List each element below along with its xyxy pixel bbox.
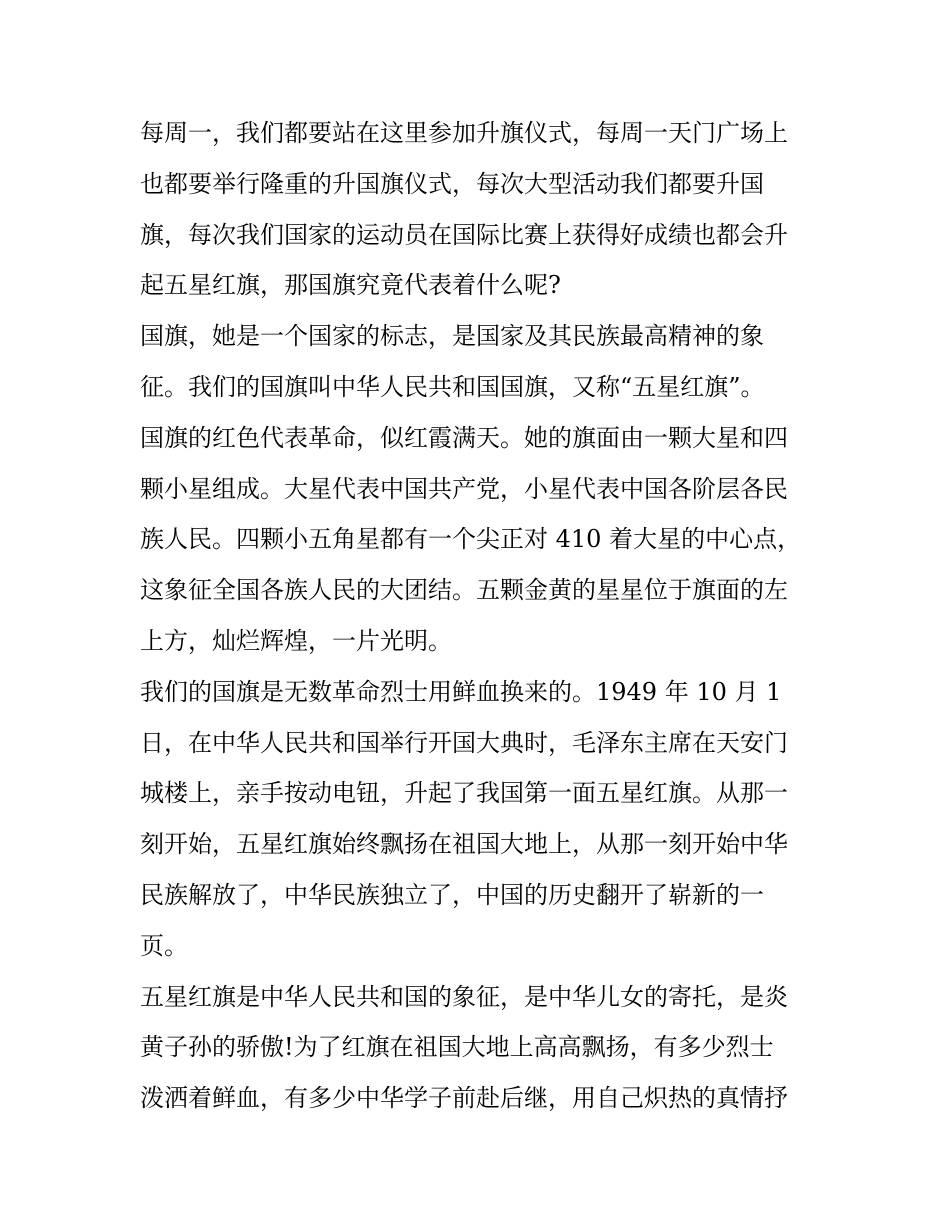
text-line: 这象征全国各族人民的大团结。五颗金黄的星星位于旗面的左	[140, 576, 788, 605]
text-line: 每周一，我们都要站在这里参加升旗仪式，每周一天门广场上	[140, 119, 788, 147]
text-line: 页。	[140, 931, 188, 960]
text-line: 民族解放了，中华民族独立了，中国的历史翻开了崭新的一	[140, 880, 764, 909]
text-line: 城楼上，亲手按动电钮，升起了我国第一面五星红旗。从那一	[140, 779, 788, 808]
body-text	[140, 108, 820, 1124]
text-line: 旗，每次我们国家的运动员在国际比赛上获得好成绩也都会升	[140, 220, 788, 249]
text-line: 族人民。四颗小五角星都有一个尖正对 410 着大星的中心点，	[140, 525, 802, 554]
text-line: 也都要举行隆重的升国旗仪式，每次大型活动我们都要升国	[140, 169, 764, 198]
text-line: 国旗，她是一个国家的标志，是国家及其民族最高精神的象	[140, 322, 764, 351]
text-line: 五星红旗是中华人民共和国的象征，是中华儿女的寄托，是炎	[140, 982, 788, 1011]
text-line: 我们的国旗是无数革命烈士用鲜血换来的。1949 年 10 月 1	[140, 677, 782, 706]
text-line: 征。我们的国旗叫中华人民共和国国旗，又称“五星红旗”。	[140, 372, 765, 401]
text-line: 日，在中华人民共和国举行开国大典时，毛泽东主席在天安门	[140, 728, 788, 757]
text-line: 上方，灿烂辉煌，一片光明。	[140, 626, 452, 655]
text-line: 国旗的红色代表革命，似红霞满天。她的旗面由一颗大星和四	[140, 423, 788, 452]
text-line: 黄子孙的骄傲!为了红旗在祖国大地上高高飘扬，有多少烈士	[140, 1033, 774, 1062]
text-line: 起五星红旗，那国旗究竟代表着什么呢?	[140, 271, 561, 300]
text-line: 刻开始，五星红旗始终飘扬在祖国大地上，从那一刻开始中华	[140, 830, 788, 859]
text-line: 泼洒着鲜血，有多少中华学子前赴后继，用自己炽热的真情抒	[140, 1084, 788, 1113]
text-line: 颗小星组成。大星代表中国共产党，小星代表中国各阶层各民	[140, 474, 788, 503]
